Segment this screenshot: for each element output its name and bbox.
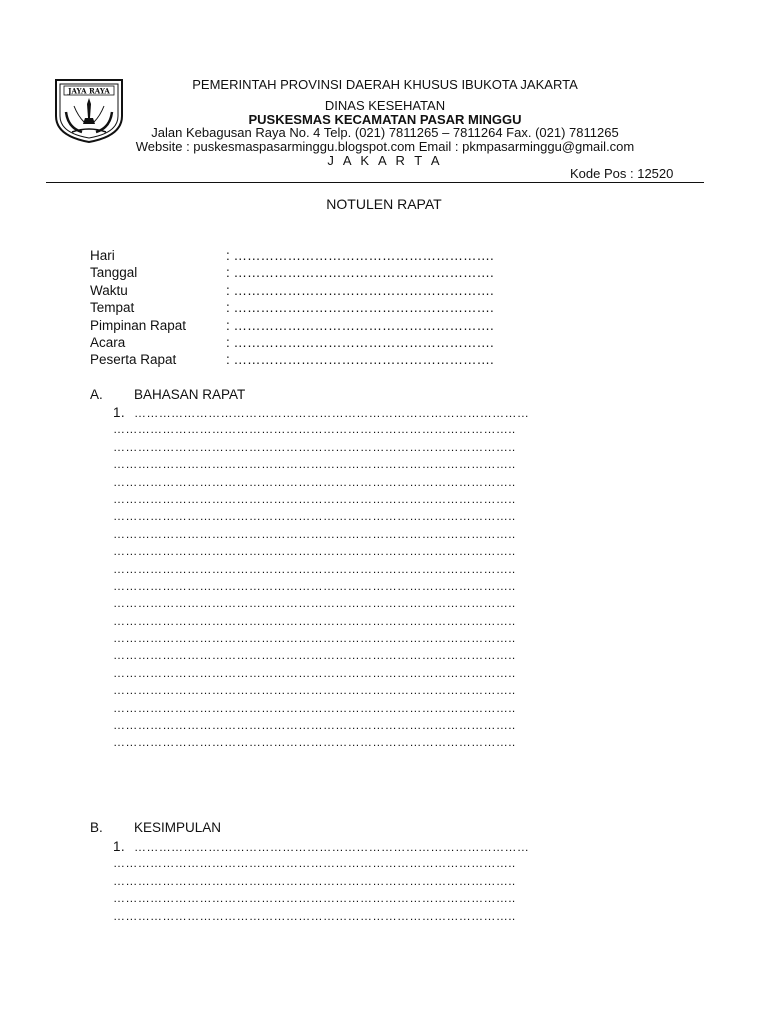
field-value: : …………………………………………………. [226,265,494,281]
dotted-line: …………………………………………………………………………………….. [113,544,516,559]
section-title: KESIMPULAN [134,820,222,835]
field-value: : …………………………………………………. [226,334,494,350]
section-title: BAHASAN RAPAT [134,387,246,402]
dotted-line: …………………………………………………………………………………….. [113,596,516,611]
logo-text: JAYA RAYA [68,86,110,96]
field-value: : …………………………………………………. [226,352,494,368]
field-value: : …………………………………………………. [226,317,494,333]
dotted-line: …………………………………………………………………………………….. [113,683,516,698]
jaya-raya-emblem [52,76,126,144]
dotted-text: …………………………………………………………………………………… [134,840,530,854]
section-b-lines [113,838,529,925]
header-puskesmas: PUSKESMAS KECAMATAN PASAR MINGGU [248,112,522,127]
section-letter: B. [90,820,103,835]
first-line [113,838,529,855]
field-label: Waktu [90,282,128,298]
dotted-line: …………………………………………………………………………………….. [113,439,516,454]
first-line [113,404,529,421]
header-government: PEMERINTAH PROVINSI DAERAH KHUSUS IBUKOTA JAKARTA [192,77,578,92]
dotted-line: …………………………………………………………………………………….. [113,665,516,680]
field-label: Acara [90,334,126,350]
dotted-text: …………………………………………………………………………………… [134,406,530,420]
header-city: J A K A R T A [327,153,443,168]
field-value: : …………………………………………………. [226,300,494,316]
dotted-line: …………………………………………………………………………………….. [113,613,516,628]
dotted-line: …………………………………………………………………………………….. [113,422,516,437]
header-address: Jalan Kebagusan Raya No. 4 Telp. (021) 7811265 – 7811264 Fax. (021) 7811265 [151,125,619,140]
field-label: Tanggal [90,265,138,281]
dotted-line: …………………………………………………………………………………….. [113,631,516,646]
dotted-line: …………………………………………………………………………………….. [113,873,516,888]
postal-code: Kode Pos : 12520 [570,166,674,181]
field-label: Pimpinan Rapat [90,317,187,333]
dotted-line: …………………………………………………………………………………….. [113,457,516,472]
dotted-line: …………………………………………………………………………………….. [113,735,516,750]
dotted-line: …………………………………………………………………………………….. [113,474,516,489]
field-label: Peserta Rapat [90,352,177,368]
item-number: 1. [113,839,125,854]
dotted-line: …………………………………………………………………………………….. [113,491,516,506]
header-department: DINAS KESEHATAN [324,98,446,113]
dotted-line: …………………………………………………………………………………….. [113,891,516,906]
section-letter: A. [90,387,103,402]
section-a-lines [113,404,529,752]
document-title: NOTULEN RAPAT [326,196,442,212]
dotted-line: …………………………………………………………………………………….. [113,718,516,733]
item-number: 1. [113,405,125,420]
field-value: : …………………………………………………. [226,282,494,298]
dotted-line: …………………………………………………………………………………….. [113,526,516,541]
header-divider [46,182,704,183]
field-value: : …………………………………………………. [226,248,494,263]
field-label: Hari [90,248,115,263]
dotted-line: …………………………………………………………………………………….. [113,908,516,923]
header-website-email: Website : puskesmaspasarminggu.blogspot.com Email : pkmpasarminggu@gmail.com [135,139,635,154]
dotted-line: …………………………………………………………………………………….. [113,509,516,524]
dotted-line: …………………………………………………………………………………….. [113,561,516,576]
field-label: Tempat [90,300,135,316]
dotted-line: …………………………………………………………………………………….. [113,648,516,663]
dotted-line: …………………………………………………………………………………….. [113,700,516,715]
dotted-line: …………………………………………………………………………………….. [113,856,516,871]
dotted-line: …………………………………………………………………………………….. [113,578,516,593]
